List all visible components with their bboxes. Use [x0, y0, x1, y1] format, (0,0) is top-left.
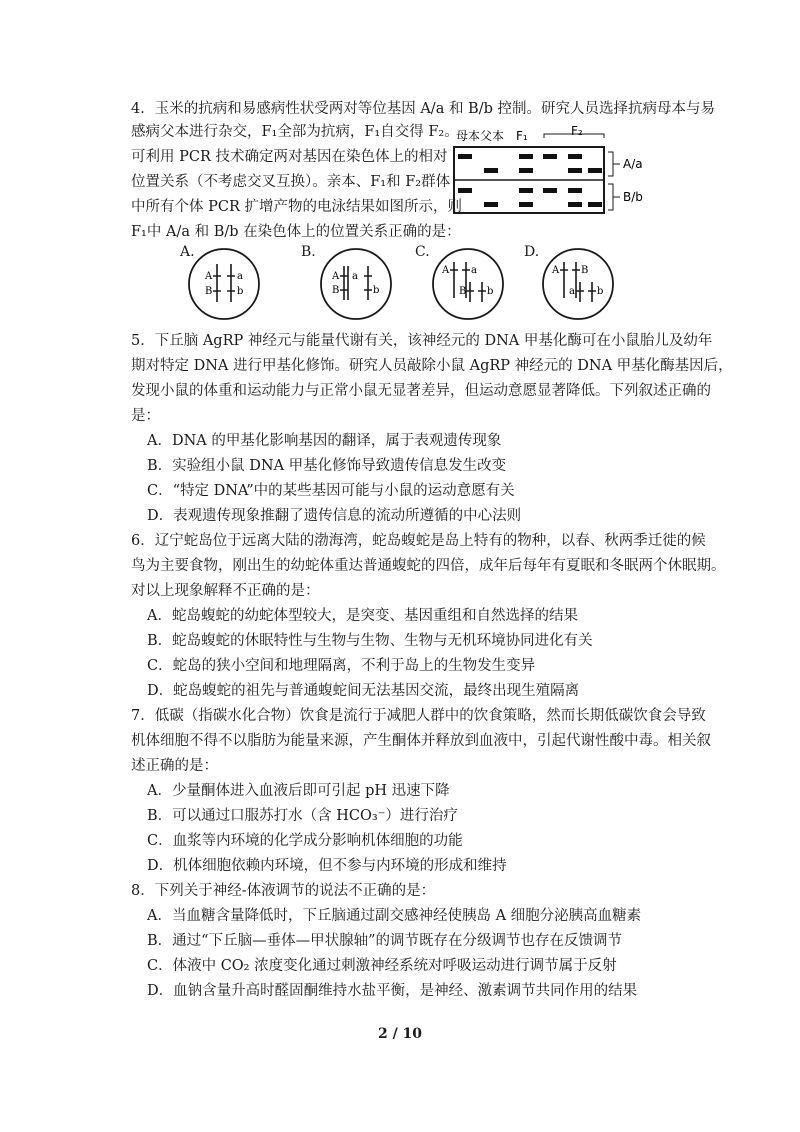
- q6-option-c[interactable]: C．蛇岛的狭小空间和地理隔离，不利于岛上的生物发生变异: [147, 658, 536, 674]
- bracket-aa: [608, 152, 613, 176]
- band: [519, 168, 533, 173]
- electrophoresis-gel-figure: [450, 122, 680, 222]
- band: [458, 188, 472, 193]
- band: [568, 168, 582, 173]
- q7-option-c[interactable]: C．血浆等内环境的化学成分影响机体细胞的功能: [147, 833, 463, 849]
- q6-stem-line-1: 6．辽宁蛇岛位于远离大陆的渤海湾，蛇岛蝮蛇是岛上特有的物种，以春、秋两季迁徙的候: [131, 533, 706, 549]
- q7-option-d[interactable]: D．机体细胞依赖内环境，但不参与内环境的形成和维持: [147, 858, 507, 874]
- q4-stem-line-5: 中所有个体 PCR 扩增产物的电泳结果如图所示，则: [131, 199, 462, 215]
- q6-option-a[interactable]: A．蛇岛蝮蛇的幼蛇体型较大，是突变、基因重组和自然选择的结果: [147, 608, 578, 624]
- gene-label: A: [552, 265, 560, 276]
- q5-option-a[interactable]: A．DNA 的甲基化影响基因的翻译，属于表观遗传现象: [147, 433, 502, 449]
- page-number: 2 / 10: [377, 1026, 423, 1042]
- gene-label: B: [205, 286, 213, 297]
- q8-option-c[interactable]: C．体液中 CO₂ 浓度变化通过刺激神经系统对呼吸运动进行调节属于反射: [147, 958, 617, 974]
- gene-label: A: [442, 265, 450, 276]
- q4-stem-line-1: 4．玉米的抗病和易感病性状受两对等位基因 A/a 和 B/b 控制。研究人员选择抗病母本与易: [131, 101, 715, 117]
- q5-option-c[interactable]: C．“特定 DNA”中的某些基因可能与小鼠的运动意愿有关: [147, 483, 515, 499]
- q6-stem-line-3: 对以上现象解释不正确的是：: [131, 583, 320, 599]
- band: [484, 202, 498, 207]
- q5-option-b[interactable]: B．实验组小鼠 DNA 甲基化修饰导致遗传信息发生改变: [147, 458, 507, 474]
- band: [568, 202, 582, 207]
- q7-option-b[interactable]: B．可以通过口服苏打水（含 HCO₃⁻）进行治疗: [147, 808, 458, 824]
- q8-option-b[interactable]: B．通过“下丘脑—垂体—甲状腺轴”的调节既存在分级调节也存在反馈调节: [147, 933, 622, 949]
- q8-option-d[interactable]: D．血钠含量升高时醛固酮维持水盐平衡，是神经、激素调节共同作用的结果: [147, 983, 638, 999]
- q4-stem-wrapped: [131, 120, 462, 245]
- band: [588, 202, 602, 207]
- q7-option-a[interactable]: A．少量酮体进入血液后即可引起 pH 迅速下降: [147, 783, 450, 799]
- q7-stem-line-3: 述正确的是：: [131, 758, 218, 774]
- q8-stem-line-1: 8．下列关于神经-体液调节的说法不正确的是：: [131, 883, 436, 899]
- gel-label-aa: A/a: [623, 157, 643, 171]
- cell-outline: [321, 249, 391, 319]
- q5-stem-line-1: 5．下丘脑 AgRP 神经元与能量代谢有关，该神经元的 DNA 甲基化酶可在小鼠胎儿及幼年: [131, 333, 713, 349]
- band: [588, 168, 602, 173]
- q4-stem-line-3: 可利用 PCR 技术确定两对基因在染色体上的相对: [131, 149, 448, 165]
- q4-option-d-cell: [540, 246, 616, 322]
- cell-outline: [543, 249, 613, 319]
- q4-stem-line-2: 感病父本进行杂交，F₁全部为抗病，F₁自交得 F₂。: [131, 124, 459, 140]
- band: [484, 168, 498, 173]
- band: [568, 154, 582, 159]
- gel-lane-label-f1: F₁: [516, 129, 528, 143]
- cell-outline: [433, 249, 503, 319]
- gene-label: a: [352, 271, 358, 282]
- q4-option-b-letter: B.: [301, 244, 316, 260]
- q7-stem-line-2: 机体细胞不得不以脂肪为能量来源，产生酮体并释放到血液中，引起代谢性酸中毒。相关叙: [131, 733, 711, 749]
- band: [543, 154, 557, 159]
- band: [458, 154, 472, 159]
- gene-label: B: [581, 265, 589, 276]
- band: [568, 188, 582, 193]
- q5-stem-line-3: 发现小鼠的体重和运动能力与正常小鼠无显著差异，但运动意愿显著降低。下列叙述正确的: [131, 383, 711, 399]
- cell-outline: [189, 249, 259, 319]
- gel-lane-label-mother: 母本: [456, 129, 481, 143]
- band: [543, 188, 557, 193]
- gene-label: a: [471, 265, 477, 276]
- gel-lane-label-f2: F₂: [571, 124, 583, 138]
- band: [519, 202, 533, 207]
- q4-option-a-cell: [186, 246, 262, 322]
- gel-label-bb: B/b: [623, 190, 643, 204]
- gene-label: A: [205, 271, 213, 282]
- gel-lane-label-father: 父本: [480, 129, 505, 143]
- q4-option-a-letter: A.: [180, 244, 195, 260]
- q4-option-d-letter: D.: [524, 244, 540, 260]
- q5-stem-line-4: 是：: [131, 408, 160, 424]
- q6-stem-line-2: 鸟为主要食物，刚出生的幼蛇体重达普通蝮蛇的四倍，成年后每年有夏眠和冬眠两个休眠期。: [131, 558, 726, 574]
- q5-stem-line-2: 期对特定 DNA 进行甲基化修饰。研究人员敲除小鼠 AgRP 神经元的 DNA 甲基化酶基因后，: [131, 358, 733, 374]
- q7-stem-line-1: 7．低碳（指碳水化合物）饮食是流行于减肥人群中的饮食策略，然而长期低碳饮食会导致: [131, 708, 706, 724]
- q5-option-d[interactable]: D．表观遗传现象推翻了遗传信息的流动所遵循的中心法则: [147, 508, 522, 524]
- gene-label: B: [332, 285, 340, 296]
- q4-stem-line-4: 位置关系（不考虑交叉互换）。亲本、F₁和 F₂群体: [131, 174, 451, 190]
- q6-option-d[interactable]: D．蛇岛蝮蛇的祖先与普通蝮蛇间无法基因交流，最终出现生殖隔离: [147, 683, 580, 699]
- bracket-bb: [608, 184, 613, 210]
- band: [519, 154, 533, 159]
- q8-option-a[interactable]: A．当血糖含量降低时，下丘脑通过副交感神经使胰岛 A 细胞分泌胰高血糖素: [147, 908, 642, 924]
- gene-label: A: [332, 271, 340, 282]
- gene-label: B: [459, 286, 467, 297]
- q4-option-b-cell: [318, 246, 394, 322]
- gene-label: b: [237, 286, 244, 297]
- q4-option-c-cell: [430, 246, 506, 322]
- gene-label: b: [597, 286, 604, 297]
- band: [519, 188, 533, 193]
- q4-stem-line-6: F₁中 A/a 和 B/b 在染色体上的位置关系正确的是：: [131, 224, 461, 240]
- q6-option-b[interactable]: B．蛇岛蝮蛇的休眠特性与生物与生物、生物与无机环境协同进化有关: [147, 633, 593, 649]
- gene-label: a: [569, 286, 575, 297]
- gene-label: b: [373, 285, 380, 296]
- gene-label: a: [237, 271, 243, 282]
- gene-label: b: [487, 286, 494, 297]
- q4-option-c-letter: C.: [415, 244, 430, 260]
